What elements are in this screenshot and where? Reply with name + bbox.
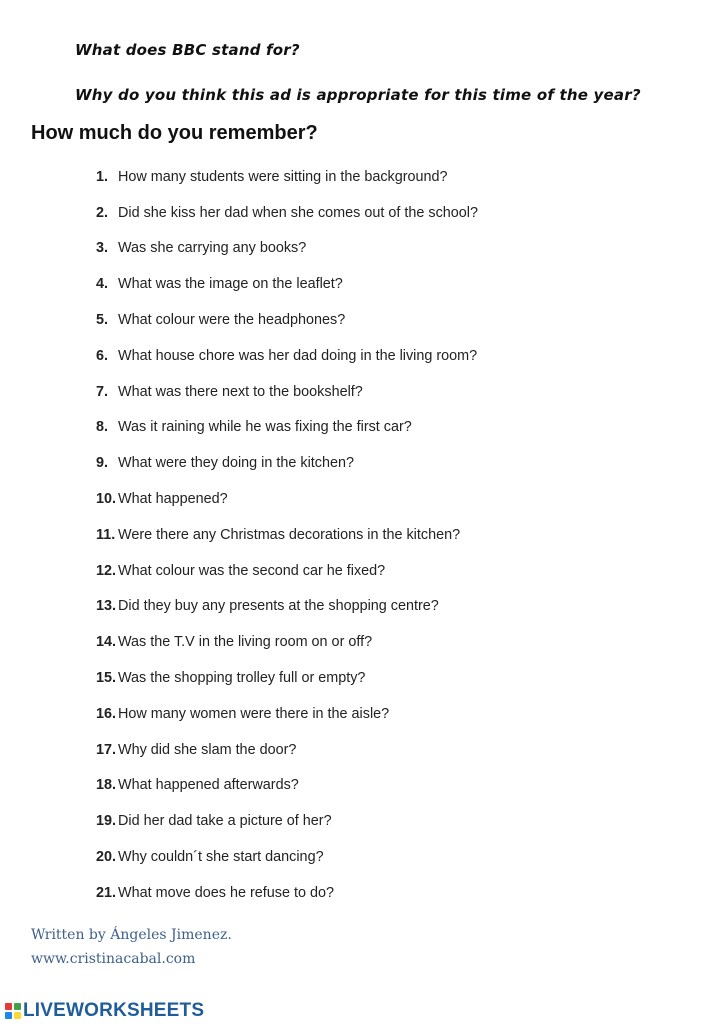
question-item bbox=[96, 195, 478, 231]
question-list bbox=[96, 159, 478, 911]
question-number: 13. bbox=[96, 598, 117, 615]
section-heading: How much do you remember? bbox=[31, 122, 318, 144]
question-number: 11. bbox=[96, 526, 116, 543]
question-item bbox=[96, 589, 478, 625]
liveworksheets-brand bbox=[5, 1000, 204, 1022]
question-number: 10. bbox=[96, 491, 117, 508]
question-item bbox=[96, 696, 478, 732]
question-item bbox=[96, 875, 478, 911]
question-text: Was the T.V in the living room on or off? bbox=[118, 634, 373, 651]
question-text: What was there next to the bookshelf? bbox=[118, 383, 363, 400]
question-item bbox=[96, 553, 478, 589]
question-number: 14. bbox=[96, 634, 117, 651]
question-text: Was she carrying any books? bbox=[118, 240, 307, 257]
question-item bbox=[96, 732, 478, 768]
question-item bbox=[96, 374, 478, 410]
question-text: Why did she slam the door? bbox=[118, 741, 297, 758]
question-number: 17. bbox=[96, 741, 117, 758]
question-text: What move does he refuse to do? bbox=[118, 884, 334, 901]
question-item bbox=[96, 624, 478, 660]
question-text: How many women were there in the aisle? bbox=[118, 705, 390, 722]
question-bbc: What does BBC stand for? bbox=[75, 41, 300, 59]
question-text: What happened afterwards? bbox=[118, 777, 299, 794]
question-number: 20. bbox=[96, 849, 117, 866]
question-text: What colour were the headphones? bbox=[118, 312, 346, 329]
question-number: 7. bbox=[96, 383, 109, 400]
question-item bbox=[96, 159, 478, 195]
question-item bbox=[96, 660, 478, 696]
question-number: 2. bbox=[96, 204, 109, 221]
question-number: 1. bbox=[96, 168, 109, 185]
question-number: 16. bbox=[96, 705, 117, 722]
question-text: Were there any Christmas decorations in the kitchen? bbox=[118, 526, 461, 543]
question-item bbox=[96, 302, 478, 338]
question-text: What colour was the second car he fixed? bbox=[118, 562, 386, 579]
question-number: 4. bbox=[96, 276, 109, 293]
question-text: What were they doing in the kitchen? bbox=[118, 455, 354, 472]
question-number: 19. bbox=[96, 813, 117, 830]
question-text: Did her dad take a picture of her? bbox=[118, 813, 332, 830]
question-text: Was it raining while he was fixing the first car? bbox=[118, 419, 412, 436]
question-text: What happened? bbox=[118, 491, 228, 508]
question-text: What was the image on the leaflet? bbox=[118, 276, 343, 293]
question-item bbox=[96, 517, 478, 553]
question-text: How many students were sitting in the background? bbox=[118, 168, 448, 185]
question-number: 3. bbox=[96, 240, 109, 257]
liveworksheets-logo-icon bbox=[5, 1003, 21, 1019]
website-link[interactable]: www.cristinacabal.com bbox=[31, 951, 196, 967]
question-number: 12. bbox=[96, 562, 117, 579]
question-item bbox=[96, 839, 478, 875]
question-text: Was the shopping trolley full or empty? bbox=[118, 670, 366, 687]
question-item bbox=[96, 768, 478, 804]
question-ad: Why do you think this ad is appropriate for this time of the year? bbox=[75, 86, 641, 104]
question-number: 5. bbox=[96, 312, 109, 329]
question-text: What house chore was her dad doing in the living room? bbox=[118, 347, 478, 364]
question-item bbox=[96, 410, 478, 446]
question-number: 8. bbox=[96, 419, 109, 436]
question-text: Why couldn´t she start dancing? bbox=[118, 849, 324, 866]
author-credit: Written by Ángeles Jimenez. bbox=[31, 927, 232, 943]
question-item bbox=[96, 266, 478, 302]
question-number: 9. bbox=[96, 455, 109, 472]
question-item bbox=[96, 445, 478, 481]
question-item bbox=[96, 338, 478, 374]
question-number: 6. bbox=[96, 347, 109, 364]
question-item bbox=[96, 231, 478, 267]
question-text: Did she kiss her dad when she comes out of the school? bbox=[118, 204, 478, 221]
question-number: 18. bbox=[96, 777, 117, 794]
question-item bbox=[96, 481, 478, 517]
question-item bbox=[96, 803, 478, 839]
brand-name: LIVEWORKSHEETS bbox=[23, 1000, 205, 1021]
question-number: 21. bbox=[96, 884, 117, 901]
question-number: 15. bbox=[96, 670, 117, 687]
question-text: Did they buy any presents at the shopping centre? bbox=[118, 598, 439, 615]
